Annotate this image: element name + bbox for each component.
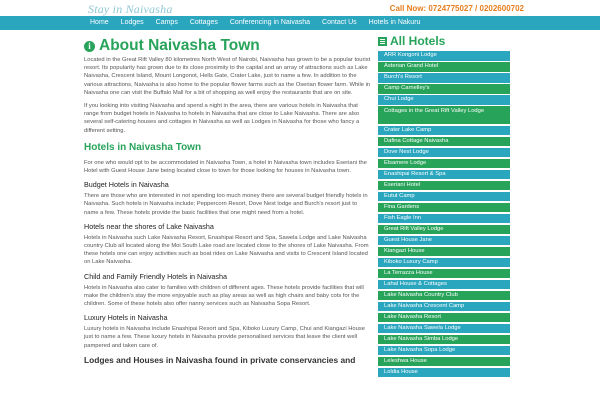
sidebar-hotel-link[interactable]: Dafina Cottage Naivasha bbox=[378, 137, 510, 147]
sidebar-hotel-link[interactable]: Leleshwa House bbox=[378, 357, 510, 367]
sidebar-hotel-link[interactable]: Fina Gardens bbox=[378, 203, 510, 213]
site-logo[interactable]: Stay in Naivasha bbox=[88, 2, 173, 16]
sidebar-hotel-link[interactable]: Lake Naivasha Crescent Camp bbox=[378, 302, 510, 312]
sidebar-hotel-link[interactable]: Eutut Camp bbox=[378, 192, 510, 202]
sidebar-hotel-link[interactable]: Lake Naivasha Sawela Lodge bbox=[378, 324, 510, 334]
budget-hotels-title: Budget Hotels in Naivasha bbox=[84, 180, 169, 190]
intro-paragraph-1: Located in the Great Rift Valley 80 kilometres North West of Nairobi, Naivasha has grown to be a popular tourist resort. Its popularity has grown due to its close proximity to the capital and an array of attractions such as Lake Naivasha, Crescent Island, Mount Longonot, Hells Gate, Crater Lake, just to name a few. In addition to the various attractions, Naivasha is also home to the popular flower farms such as the Oserian flower farm. While in Naivasha one can visit the Buffalo Mall for a bit of shopping as well enjoy the restaurants that are on site. bbox=[84, 57, 371, 96]
sidebar-hotel-link[interactable]: Dove Nest Lodge bbox=[378, 148, 510, 158]
sidebar-hotel-link[interactable]: Kiangazi House bbox=[378, 247, 510, 257]
hotels-sidebar bbox=[378, 34, 510, 379]
shores-hotels-title: Hotels near the shores of Lake Naivasha bbox=[84, 221, 214, 231]
sidebar-hotel-link[interactable]: Lake Naivasha Sopa Lodge bbox=[378, 346, 510, 356]
sidebar-hotel-link[interactable]: Lake Naivasha Country Club bbox=[378, 291, 510, 301]
family-hotels-text: Hotels in Naivasha also cater to families with children of different ages. These hotels provide facilities that will make the children's stay the more enjoyable such as play areas as well as high chairs and baby cots for the children. Some of these hotels also offer nanny services such as Naivasha Sopa Resort. bbox=[84, 284, 364, 308]
nav-hotels-nakuru[interactable]: Hotels in Nakuru bbox=[368, 19, 421, 26]
luxury-hotels-title: Luxury Hotels in Naivasha bbox=[84, 313, 168, 323]
sidebar-hotel-link[interactable]: Lake Naivasha Resort bbox=[378, 313, 510, 323]
nav-conferencing[interactable]: Conferencing in Naivasha bbox=[229, 19, 311, 26]
nav-lodges[interactable]: Lodges bbox=[120, 19, 144, 26]
nav-home[interactable]: Home bbox=[90, 19, 109, 26]
sidebar-hotel-link[interactable]: Enashipai Resort & Spa bbox=[378, 170, 510, 180]
sidebar-hotel-link[interactable]: Burch's Resort bbox=[378, 73, 510, 83]
section-text-hotels-town: For one who would opt to be accommodated in Naivasha Town, a hotel in Naivasha town includes Eseriani the Hotel with Guest House Jane being located close to town for those looking for houses in Naivasha town. bbox=[84, 159, 367, 175]
sidebar-hotel-link[interactable]: Cottages in the Great Rift Valley Lodge bbox=[378, 106, 510, 124]
sidebar-hotel-link[interactable]: Fish Eagle Inn bbox=[378, 214, 510, 224]
intro-paragraph-2: If you looking into visiting Naivasha and spend a night in the area, there are various hotels in Naivasha that range from budget hotels in Naivasha to hotels in Naivasha that are close to Lake Naivasha. There are also several self-catering houses and cottages in Naivasha as well as Lodges in Naivasha for those who fancy a different setting. bbox=[84, 103, 360, 134]
phone-number: Call Now: 0724775027 / 0202600702 bbox=[389, 4, 524, 13]
top-bar bbox=[0, 0, 600, 16]
sidebar-hotel-link[interactable]: Loldia House bbox=[378, 368, 510, 378]
sidebar-hotel-link[interactable]: Great Rift Valley Lodge bbox=[378, 225, 510, 235]
sidebar-hotel-link[interactable]: Guest House Jane bbox=[378, 236, 510, 246]
family-hotels-title: Child and Family Friendly Hotels in Naivasha bbox=[84, 271, 228, 281]
hotel-list bbox=[378, 51, 510, 377]
sidebar-hotel-link[interactable]: Asterian Grand Hotel bbox=[378, 62, 510, 72]
page-title-text: About Naivasha Town bbox=[99, 37, 260, 54]
info-icon: i bbox=[84, 41, 95, 52]
sidebar-hotel-link[interactable]: Crater Lake Camp bbox=[378, 126, 510, 136]
sidebar-title bbox=[378, 34, 510, 48]
budget-hotels-text: There are those who are interested in not spending too much money there are several budget friendly hotels in Naivasha. Such hotels in Naivasha include; Peppercorn Resort, Dove Nest lodge and Burch's resort just to name a few. These hotels provide the basic facilities that one might need from a hotel. bbox=[84, 193, 368, 216]
shores-hotels-text: Hotels in Naivasha such Lake Naivasha Resort, Enashipai Resort and Spa, Sawela Lodge and Lake Naivasha country Club all located along the Moi South Lake road are located close to the shores of Lake Naivasha. From these hotels one can enjoy activities such as boat rides on Lake Naivasha and visits to Crescent Island located on Lake Naivasha. bbox=[84, 234, 369, 266]
sidebar-title-text: All Hotels bbox=[390, 34, 446, 48]
section-title-hotels-town: Hotels in Naivasha Town bbox=[84, 141, 202, 153]
sidebar-hotel-link[interactable]: La Terrazza House bbox=[378, 269, 510, 279]
sidebar-hotel-link[interactable]: ARR Kongoni Lodge bbox=[378, 51, 510, 61]
sidebar-hotel-link[interactable]: Lake Naivasha Simba Lodge bbox=[378, 335, 510, 345]
sidebar-hotel-link[interactable]: Eseriani Hotel bbox=[378, 181, 510, 191]
luxury-hotels-text: Luxury hotels in Naivasha include Enashipai Resort and Spa, Kiboko Luxury Camp, Chui and Kiangazi House just to name a few. These luxury hotels in Naivasha provide personalised services that leave the client well pampered and taken care of. bbox=[84, 326, 365, 349]
page-title bbox=[84, 36, 371, 56]
lodges-title: Lodges and Houses in Naivasha found in private conservancies and bbox=[84, 354, 356, 365]
nav-camps[interactable]: Camps bbox=[155, 19, 178, 26]
nav-cottages[interactable]: Cottages bbox=[189, 19, 218, 26]
sidebar-hotel-link[interactable]: Chui Lodge bbox=[378, 95, 510, 105]
main-content bbox=[84, 36, 371, 367]
sidebar-hotel-link[interactable]: Elsamere Lodge bbox=[378, 159, 510, 169]
list-icon bbox=[378, 37, 387, 46]
sidebar-hotel-link[interactable]: Lahal House & Cottages bbox=[378, 280, 510, 290]
sidebar-hotel-link[interactable]: Kiboko Luxury Camp bbox=[378, 258, 510, 268]
main-navigation bbox=[0, 16, 600, 30]
sidebar-hotel-link[interactable]: Camp Carnelley's bbox=[378, 84, 510, 94]
nav-contact-us[interactable]: Contact Us bbox=[322, 19, 357, 26]
